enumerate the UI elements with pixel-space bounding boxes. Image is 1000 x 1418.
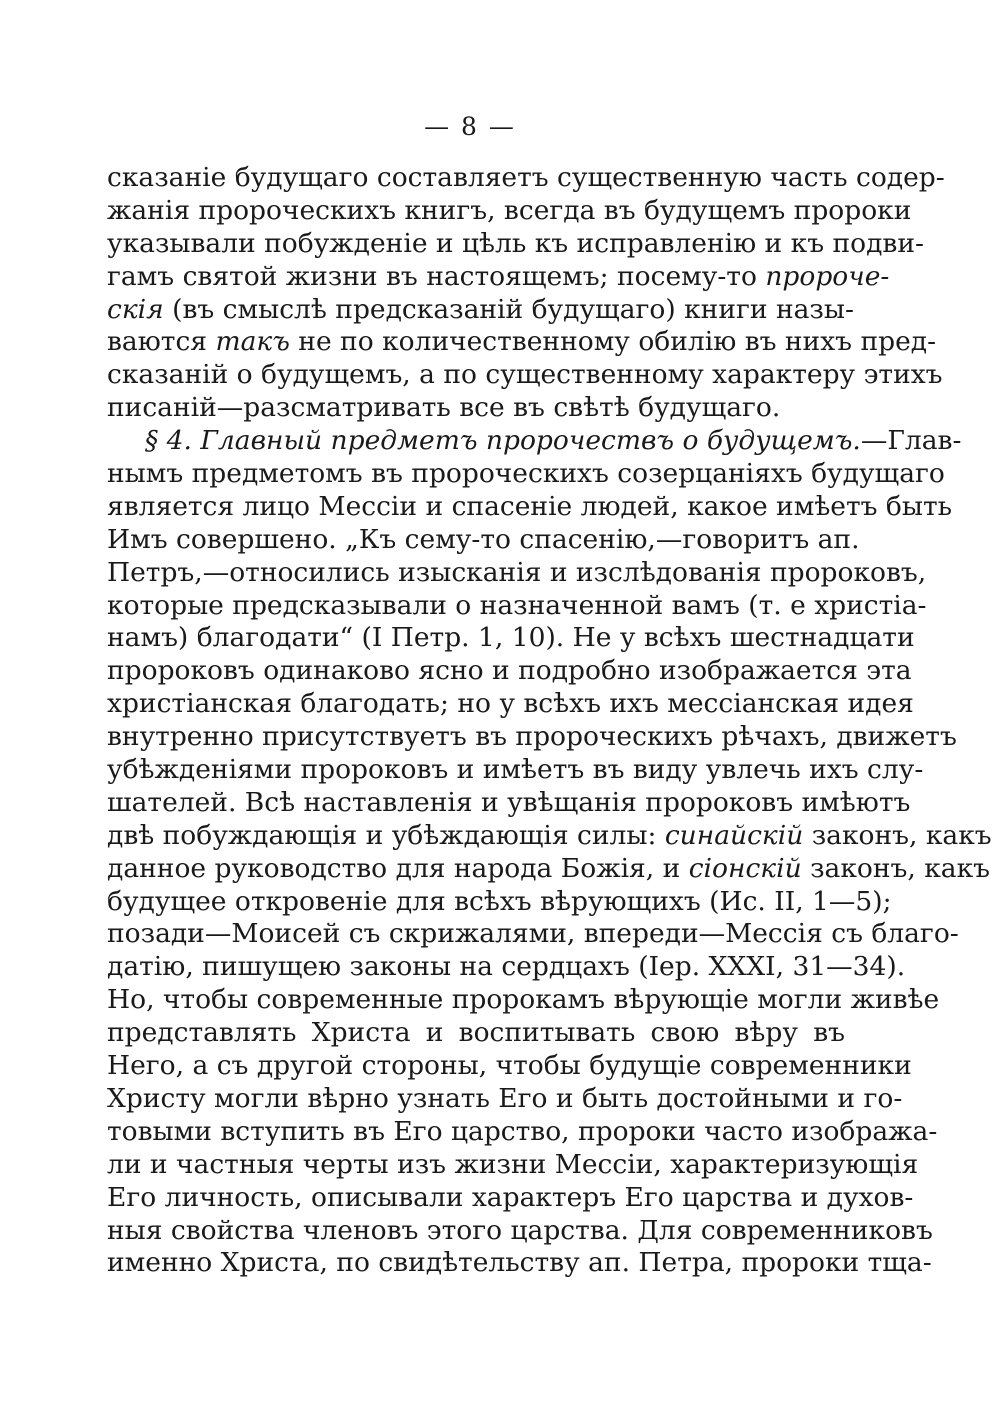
text-segment: законъ, какъ: [801, 852, 991, 884]
text-line: [107, 260, 890, 294]
text-line: [107, 556, 927, 590]
text-line: [107, 688, 914, 721]
text-line: [107, 1082, 903, 1116]
text-line: [107, 490, 953, 524]
text-line: [107, 1214, 933, 1248]
text-line: [107, 721, 957, 754]
text-line: [107, 655, 912, 688]
text-line: [107, 951, 906, 984]
text-line: [107, 1247, 932, 1280]
italic-text: § 4. Главный предметъ пророчествъ о будущемъ.: [145, 425, 861, 457]
text-line: [107, 852, 991, 886]
text-segment: христіанская благодать; но у всѣхъ ихъ мессіанская идея: [107, 688, 914, 720]
text-segment: —Глав-: [860, 425, 962, 457]
text-line: [107, 754, 924, 787]
text-segment: нымъ предметомъ въ пророческихъ созерцаніяхъ будущаго: [107, 458, 945, 490]
text-line: [107, 819, 992, 853]
text-segment: является лицо Мессіи и спасеніе людей, какое имѣетъ быть: [107, 490, 953, 522]
text-segment: позади—Моисей съ скрижалями, впереди—Мессія съ благо-: [107, 918, 959, 950]
text-segment: (въ смыслѣ предсказаній будущаго) книги назы-: [163, 293, 854, 325]
text-segment: указывали побужденіе и цѣль къ исправленію и къ подви-: [107, 227, 924, 259]
text-segment: которые предсказывали о назначенной вамъ (т. е христіа-: [107, 589, 927, 621]
italic-text: скія: [107, 293, 164, 325]
text-line: [107, 786, 911, 820]
text-segment: будущее откровеніе для всѣхъ вѣрующихъ (Ис. II, 1—5);: [107, 885, 892, 917]
text-line: [107, 589, 927, 623]
text-segment: гамъ святой жизни въ настоящемъ; посему-то: [107, 260, 766, 292]
text-segment: намъ) благодати“ (I Петр. 1, 10). Не у всѣхъ шестнадцати: [107, 622, 915, 654]
page-number: — 8 —: [424, 112, 516, 141]
body-text: [107, 162, 992, 1280]
text-segment: ли и частныя черты изъ жизни Мессіи, характеризующія: [107, 1148, 919, 1180]
text-segment: Христу могли вѣрно узнать Его и быть достойными и го-: [107, 1082, 903, 1114]
text-line: [107, 392, 845, 425]
text-line: [107, 326, 937, 359]
text-segment: датію, пишущею законы на сердцахъ (Іер. XXXI, 31—34).: [107, 951, 906, 983]
text-line: [107, 293, 854, 327]
text-line: [107, 359, 943, 392]
text-segment: именно Христа, по свидѣтельству ап. Петра, пророки тща-: [107, 1247, 932, 1279]
text-segment: убѣжденіями пророковъ и имѣетъ въ виду увлечь ихъ слу-: [107, 754, 924, 786]
italic-text: сіонскій: [688, 852, 802, 884]
text-line: [107, 227, 924, 261]
text-segment: Его личность, описывали характеръ Его царства и духов-: [107, 1181, 914, 1213]
text-segment: сказаній о будущемъ, а по существенному характеру этихъ: [107, 359, 943, 391]
text-segment: Но, чтобы современные пророкамъ вѣрующіе могли живѣе: [107, 984, 940, 1016]
text-segment: шателей. Всѣ наставленія и увѣщанія пророковъ имѣютъ: [107, 786, 911, 818]
text-line: [107, 425, 962, 458]
text-segment: товыми вступить въ Его царство, пророки часто изобража-: [107, 1115, 938, 1147]
text-line: [107, 1181, 914, 1215]
text-line: [107, 458, 945, 491]
text-segment: сказанie будущаго составляетъ существенную часть содер-: [107, 162, 945, 193]
text-line: [107, 1050, 912, 1083]
text-line: [107, 1115, 938, 1149]
text-segment: Петръ,—относились изысканія и изслѣдованія пророковъ,: [107, 556, 927, 588]
text-line: [107, 1017, 845, 1050]
text-segment: данное руководство для народа Божія, и: [107, 852, 689, 884]
text-segment: пророковъ одинаково ясно и подробно изображается эта: [107, 655, 912, 687]
text-segment: ваются: [107, 326, 216, 358]
text-line: [107, 162, 945, 195]
text-line: [107, 194, 912, 228]
text-line: [107, 984, 940, 1017]
text-line: [107, 918, 959, 951]
text-segment: внутренно присутствуетъ въ пророческихъ рѣчахъ, движетъ: [107, 721, 957, 753]
italic-text: пророче-: [765, 260, 890, 292]
text-segment: Имъ совершено. „Къ сему-то спасенію,—говоритъ ап.: [107, 523, 860, 555]
text-line: [107, 1148, 919, 1182]
text-segment: писаній—разсматривать все въ свѣтѣ будущаго.: [107, 392, 781, 424]
text-segment: Него, а съ другой стороны, чтобы будущіе современники: [107, 1050, 912, 1082]
italic-text: такъ: [215, 326, 290, 358]
text-segment: представлять Христа и воспитывать свою вѣру въ: [107, 1017, 845, 1049]
text-line: [107, 523, 860, 557]
text-segment: не по количественному обилію въ нихъ пред-: [289, 326, 937, 358]
text-line: [107, 622, 915, 655]
text-segment: двѣ побуждающія и убѣждающія силы:: [107, 819, 665, 851]
text-line: [107, 885, 892, 919]
text-segment: ныя свойства членовъ этого царства. Для современниковъ: [107, 1214, 933, 1246]
text-segment: законъ, какъ: [803, 819, 992, 851]
text-segment: жанія пророческихъ книгъ, всегда въ будущемъ пророки: [107, 194, 912, 226]
italic-text: синайскій: [664, 819, 804, 851]
